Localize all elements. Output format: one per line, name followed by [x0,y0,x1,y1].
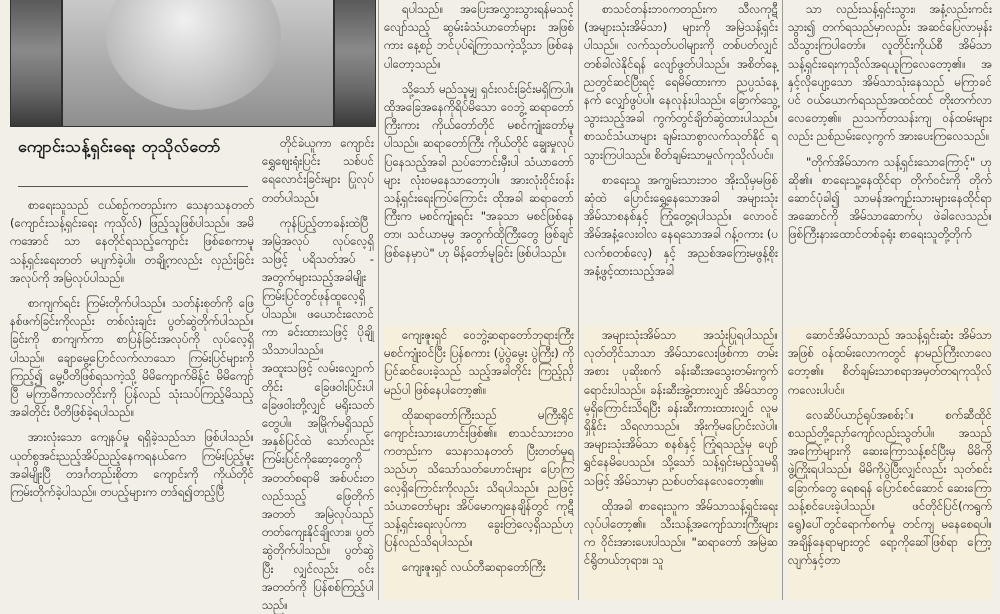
paragraph: အများသုံးအိမ်သာ အသုံးပြုရပါသည်။ လုတ်တိုင်သာသာ အိမ်သာလေးဖြစ်ကာ တမ်းအစား ပုဆိုးစက် ခန်းဆီးအသွေးတမ်းကွက်ရောင်းပါသည်။ ခန်းဆီးအွဲ့ထားလျှင် အိမ်သာတွမ့ရှိကြောင်းသိရပြီး ခန်းဆီးကားထားလျှင် လူမရှိနိုင်း သိရလာသည်။ အိုးကိုမပြောင်းလဲပါ။ အများသုံးအိမ်သာ စနစ်နှင့် ကြုံရသည့်မှ ပျော်ရွှင်နေမိပေသည်။ သို့သော် သန့်ရှင်းမည့်သူမရှိသဖြင့် အိမ်သာမှာ ညစ်ပတ်နေလေတော့၏။ [584,328,778,488]
column-rule [782,0,783,600]
paragraph: "တိုက်အိမ်သာက သန့်ရှင်းသောကြောင့်" ဟုဆို၏။ စာရေးသူ့နေထိုင်ရာ တိုက်ဝင်းကို တိုက်ဆောင်ပုံခါ၍ သာမန်အကျဉ်းသားများနေထိုင်ရာ အဆောင်ကို အိမ်သာဆောက်ပု ဖဲခါလေသည်။ ဖြစ်ကြီးနားထောင်တစ်ခုရုံး စာရေးသူတို့တိုက် [788,154,992,242]
paragraph: ရပါသည်။ အပြေးအလွှားသွားရန်မသင့် လျော်သည့် ဆွမ်းခံသံယာတော်များ အဖြစ်ကား နေ့စဉ် ဘင်ပုပ်ရဲ့ကြာသကဲ့သို့သာ ဖြစ်နေပါတော့သည်။ [384,2,574,71]
column-rule [378,0,379,600]
paragraph: စာကျက်ရင်း ကြမ်းတိုက်ပါသည်။ သတ်နံးစုတ်ကို ဖြေနစ်ဖက်ခြင်းကိုလည်း တစ်လုံးချင်း ပွတ်ဆွဲတိုက်ပါသည်။ ခြင်းကို စာကျက်ကာ စာပြန်ခြင်းအလုပ်ကို လုပ်လေ့ရှိပါသည်။ ချောမွေ့ပြောင်လက်လာသော ကြမ်းပြင်များကိုကြည့်၍ မွေ့ပီတိဖြစ်ရသကဲ့သို့ မိမိကျောက်မိန့်ငံ မိမိကျော်ပြီ မကြာမီကာလတိုင်းကို ပြန်လည် သုံးသပ်ကြည့်မိသည့်အခါတိုင်း ပီတိဖြစ်ခဲ့ရပါသည်။ [10,296,254,420]
article-column-1 [10,196,254,600]
article-column-2 [262,134,374,613]
column-rule [578,0,579,600]
paragraph: စာရေးသူ အကျွမ်းသားဘဝ အိုးသိုမှမဖြစ်ဆုံထဲ ပြောင်းရွှေ့နေသောအခါ အများသုံး အိမ်သာစနစ်နှင့် ကြုံတွေ့ရပါသည်။ လောဝင်အိမ်အနံ့လေးဝါလ နေရသောအခါ ဂန့်ဝကား (ပလက်စတစ်လေ့) နှင့် အညစ်အကြေးမဖွန့်စိုး အနံ့ဖွင့်ထားသည့်အခါ [584,172,778,278]
article-column-4 [584,0,778,320]
article-column-5-lower [788,326,992,600]
paragraph: တိုင်ခဲယူကာ ကျောင်းရွှေဈေးရုံးပြင်း သစ်ပင်ရေလောင်းခြင်းများ ပြုလုပ်တတ်ပါသည်။ [262,136,374,205]
paragraph: လေဆိပ်ယာဉ်ရုပ်အစစ်ႏ်။ စက်ဆီထိုင်စသည်တို့ညှော်ကျော်လည်းသွတ်ပါ။ အသည်အကြော်များကို ဆေးကြောသန့်စင်ပြီးမှ မိမိကိုဖွဲ့ကြိုးရပါသည်။ မိမိကိုပွဲပြီးလျှင်လည်း သုတ်စင်းခြောက်တွေ ရေစရန် ပြောင်စင်ဆောင် ဆေးကြောသန့်စင်ပေးခဲ့ပါသည်။ ဖင်တိုင်ပြင်(ကရွက်ရွေ)ပေါ်တွင်ရောက်စက်မှု တင်ကျ မနေစေရပါ။ အချိန်နေရာများတွင် ရော့ကိုဆေါ်ဖြစ်ရာ ကြော့လျက်နှင့်တာ [788,407,992,568]
paragraph: သာ လည်းသန့်ရှင်းသွား၊ အနံ့လည်းကင်းသွား၍ တက်ရသည်မှာလည်း အဆင်ပြေလာမှန်း သိသွားကြပါတော်။ လူတိုင်းကိုယ်စီ အိမ်သာသန့်ရှင်းရေးကုသိုလ်အရယူကြလေတော့၏။ အနှင့်လိုပျော့သော အိမ်သာသုံးနေသည် မကြာခင်ပင် ဝယ်ယောက်ရသည်အထင်ထင် တိုးတက်လာလေတော့၏။ ညသက်တသန်းကျ ဝန်ထမ်းများလည်း ညစ်ညမ်းလေ့ကွက် အားပေးကြလေသည်။ [788,2,992,144]
article-headline: ကျောင်းသန့်ရှင်းရေး တုသိုလ်တော် [18,134,248,187]
article-photo [10,0,376,127]
article-column-3 [384,0,574,320]
paragraph: ထိုဆရာတော်ကြီးသည် မကြီးရိုင် ကျောင်းသားဟောင်းဖြစ်၏။ စာသင်သားဘဝကတည်းက သေနာသနတတ် ပြီးတတ်မှုရသည်ဟု သိသော်သတ်ဟောင်းများ ပြောကြလေ့ရှိကြောင်းကိုလည်း သိရပါသည်။ ညဖြင့် သံယာတော်များ အိပ်မောကျနေချိန်တွင် ကုဋီသန့်ရှင်းရေးလုပ်ကာ ခွေးတြဲလေ့ရှိသည်ဟု ပြန်လည်သိရပါသည်။ [384,407,574,550]
paragraph: ဆောင်အိမ်သာသည် အသန့်ရှင်းဆုံး အိမ်သာအဖြစ် ဝန်ထမ်းလောကတွင် နာမည်ကြီးလာလေတော့၏။ စိတ်ချမ်းသာစရာအမှတ်တရကုသိုလ်ကလေးပါပင်။ [788,328,992,397]
article-column-5 [788,0,992,320]
article-column-3-lower [384,326,574,600]
paragraph: ကျေးဇူးရှင် လယ်တီဆရာတော်ကြီး [402,560,546,575]
paragraph: ကုန်ပြည့်တာခန်းထဲပြီ အမြဲအလုပ် လုပ်လေ့ရှိသဖြင့် ပရိသတ်အပ် - အတွက်များသည့်အခါမျိုး ကြမ်းပြင်တွင်ဖုန်ထူလေ့ရှိပါသည်။ ဖယောင်းလောင်ကာ ခင်းထားသဖြင့် ပိုချိုသိသာပါသည်။ အထူးသဖြင့် လမ်းလျှောက်တိုင်း ခြေဖဝါးပြင်းပါ ခြေဖဝါးတို့လျှင် မရိုးသတ်တွေပါ။ အမြိုက်မရှိသည် အနှစ်ပြင်ထဲ သော်လည်း ကြမ်းပြင်ကိုဆော့တွေကို အတတ်စရာမိ အစ်ပင်းတလည်သည့် ဖြေတိုက်အတတ် အမြဲလုပ်သည် တတ်ကျေးနိုင်ချိုလား။ ပွတ်ဆွဲတိုက်ပါသည်။ ပွတ်ဆွဲပြီး လျှင်လည်း ဝင်းအတတ်ကို ပြန်စစ်ကြည့်ပါသည်။ [262,215,374,613]
paragraph: ကျေးဇူးရှင် ဝေဘွဲ့ဆရာတော်ဘုရားကြီး မစင်ကျုံးဝင်ပြီး ပြန်စကား (ပွဲပွဲမွေး ပွဲကြီး) ကို ပြင်ဆင်ပေးခဲ့သည် သည့်အခါတိုင်း ကြည့်ညှိမည်ပါ ဖြစ်နေပါတော့၏။ [384,328,574,397]
paragraph: စာရေးသူသည် ငယ်စဉ်ကတည်းက သေနာသနတတ် (ကျောင်းသန့်ရှင်းရေး ကုသိုလ်) ဖြည့်သူဖြစ်ပါသည်။ အမိကအောင် သာ နေတိုင်ရသည့်ကျောင်း ဖြစ်စေကာမူ သန့်ရှင်းရေးတတ် မပျက်ခဲ့ပါ။ တချို့ကလည်း လှည်းခြင်း အလုပ်ကို အမြဲလုပ်ပါသည်။ [10,198,254,285]
paragraph: သို့သော် မည်သူမျှ ရှင်းလင်းခြင်းမရှိကြပါ။ ထိုအခြေအနေကိုရိပ်မိသော ဝေဘွဲ့ ဆရာတော်ကြီးကား ကိုယ်တော်တိုင် မစင်ကျုံးတော်မူပါသည်။ ဆရာတော်ကြီး ကိုယ်တိုင် ချွေးမှုလုပ်ပြနေသည့်အခါ ညပ်ဘောင်းမှီးပါ သံယာတော်များ လုံးဝမနေသာတော့ပါ။ အားလုံးဝိုင်းဝန်း သန့်ရှင်းရေးကြပ်ကြောင်း ထိုအခါ ဆရာတော်ကြီးက မစင်ကျုံးရင်း "အခုသာ မစင်ဖြစ်နေတာ၊ သင်ယာမုမ္ပ အတွက်ထိုကြီးတွေ ဖြစ်ချင်ဖြစ်နေမှာပဲ" ဟု မိန့်တော်မူခြင်း ဖြစ်ပါသည်။ [384,81,574,260]
paragraph: ထိုအခါ စာရေးသူက အိမ်သာသန့်ရှင်းရေး လုပ်ပါတော့၏။ သီးသန့်အကျော်သားကြီးများက ဝိုင်းအားပေးပါသည်။ "ဆရာတော် အမြဲဆင်ရွိတယ်ဘုရား။ သူ [584,498,778,568]
paragraph: အားလုံးသော ကျေနပ်မှု ရရှိခဲ့သည်သာ ဖြစ်ပါသည်။ ယုတ်စွအင်းညည့်အိပ်ညည့်နေကရနယ်ကေ ကြမ်းပြည့်မူးအခါမျိုးပြီ တဒင်္ဂတည်းစိုတာ ကျောင်းကို ကိုယ်တိုင်ကြမ်းတိုက်ခဲ့ပါသည်။ တပည့်များက တဒ်ရ၍တည့်ပြီ [10,430,254,500]
article-column-4-lower [584,326,778,600]
paragraph: စာသင်တန်းဘဝကတည်းက သီလကုဋီ (အများသုံးအိမ်သာ) များကို အမြဲသန့်ရှင်းပါသည်။ လက်သုတ်ပဝါများကို တစ်ပတ်လျှင် တစ်ခါလဲနိုင်ရန် လျော်ဖွတ်ပါသည်။ အစိတ်နေ့ညတွင်ဆင်ပြီးရင့် ရေမိမ်ထားကာ ညပ္ပသံနေ့နက် လျှော်ဖွပ်ပါ။ နေလုန်းပါသည်။ ခြောက်သွေ့သွားသည့်အခါ ကွက်တွင်ချိတ်ဆွဲထားပါသည်။ စာသင်သံယာများ ချမ်းသာစွာလက်သုတ်နိုင် ရသွားကြပါသည်။ စိတ်ချမ်းသာမှုလ်ကုသိုလ်ပင်။ [584,2,778,162]
